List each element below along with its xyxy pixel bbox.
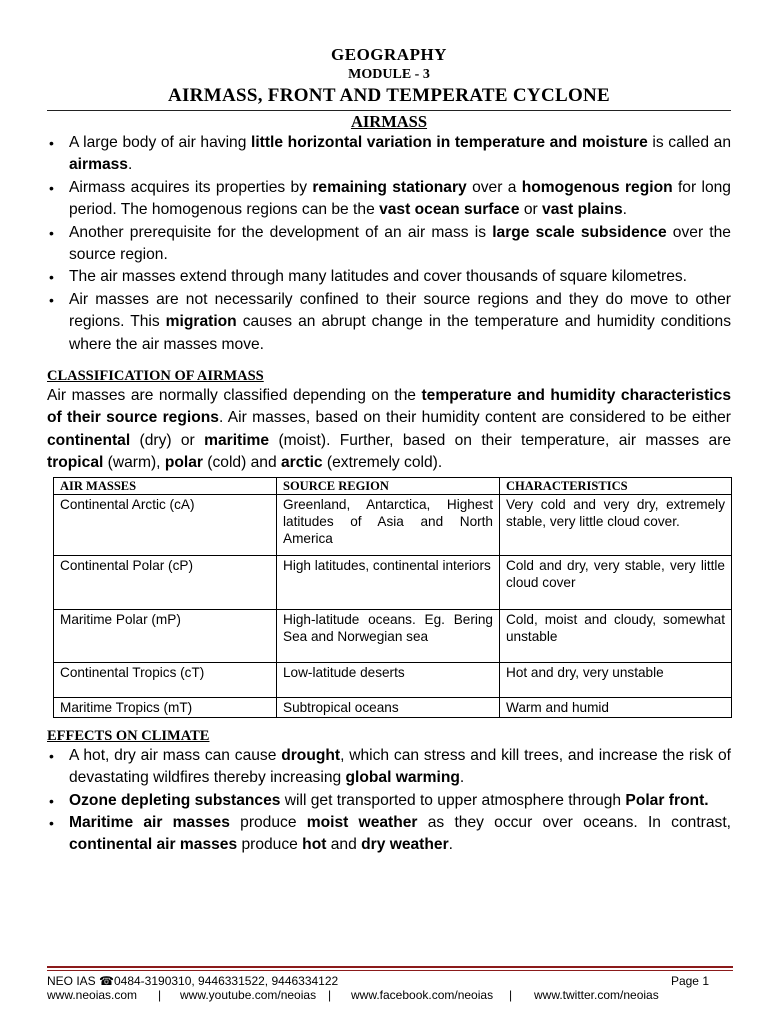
- document-page: [47, 44, 731, 857]
- table-cell: Subtropical oceans: [277, 697, 500, 717]
- table-row: [54, 494, 732, 555]
- text-run: The air masses extend through many latitudes and cover thousands of square kilometres.: [69, 268, 688, 286]
- bullet-item: [69, 812, 731, 857]
- text-run: .: [622, 201, 627, 219]
- bullet-item: [69, 745, 731, 790]
- bold-text: large scale subsidence: [492, 223, 667, 241]
- classification-paragraph: [47, 385, 731, 475]
- bold-text: continental air masses: [69, 836, 238, 854]
- text-run: produce: [229, 813, 307, 831]
- table-cell: High-latitude oceans. Eg. Bering Sea and Norwegian sea: [277, 609, 500, 662]
- page-number: Page 1: [670, 974, 709, 988]
- table-cell: Greenland, Antarctica, Highest latitudes of Asia and North America: [277, 494, 500, 555]
- bold-text: continental: [47, 431, 131, 449]
- effects-heading: EFFECTS ON CLIMATE: [47, 727, 210, 744]
- text-run: (extremely cold).: [322, 454, 443, 472]
- bold-text: Ozone depleting substances: [69, 791, 281, 809]
- text-run: Another prerequisite for the development of an air mass is: [69, 223, 493, 241]
- page-footer: [47, 966, 733, 1002]
- text-run: over a: [466, 178, 522, 196]
- text-run: .: [127, 156, 133, 174]
- footer-contact-row: [47, 974, 733, 988]
- bold-text: vast plains: [542, 201, 623, 219]
- table-header-cell: AIR MASSES: [54, 477, 277, 494]
- telephone-icon: ☎: [99, 974, 114, 988]
- bold-text: global warming: [345, 769, 460, 787]
- table-cell: Low-latitude deserts: [277, 662, 500, 697]
- bold-text: tropical: [47, 454, 104, 472]
- bullet-item: [69, 790, 731, 812]
- table-cell: Hot and dry, very unstable: [500, 662, 732, 697]
- table-cell: Very cold and very dry, extremely stable, very little cloud cover.: [500, 494, 732, 555]
- table-cell: High latitudes, continental interiors: [277, 555, 500, 609]
- bullet-item: [69, 177, 731, 222]
- footer-separator: |: [328, 988, 332, 1002]
- text-run: produce: [237, 836, 303, 854]
- bold-text: polar: [164, 454, 203, 472]
- table-cell: Maritime Polar (mP): [54, 609, 277, 662]
- table-cell: Continental Tropics (cT): [54, 662, 277, 697]
- subject-heading: GEOGRAPHY: [331, 45, 447, 64]
- bullet-item: [69, 132, 731, 177]
- table-cell: Continental Polar (cP): [54, 555, 277, 609]
- text-run: as they occur over oceans. In contrast,: [417, 813, 731, 831]
- table-cell: Cold, moist and cloudy, somewhat unstable: [500, 609, 732, 662]
- text-run: causes an abrupt change in the temperature and humidity conditions where the air masses move.: [69, 313, 731, 353]
- footer-rule-thin: [47, 970, 733, 971]
- footer-link-website[interactable]: www.neoias.com: [47, 988, 138, 1002]
- text-run: (cold) and: [202, 454, 281, 472]
- text-run: (dry) or: [130, 431, 205, 449]
- text-run: for long period. The homogenous regions can be the: [69, 178, 731, 219]
- table-cell: Cold and dry, very stable, very little cloud cover: [500, 555, 732, 609]
- text-run: and: [326, 836, 362, 854]
- effects-bullet-list: [47, 745, 731, 857]
- text-run: is called an: [647, 134, 731, 151]
- footer-links-row: [47, 988, 733, 1002]
- text-run: . Air masses, based on their humidity content are considered to be either: [218, 409, 731, 427]
- bold-text: airmass: [69, 156, 128, 174]
- table-row: [54, 609, 732, 662]
- table-row: [54, 662, 732, 697]
- footer-org: NEO IAS: [47, 974, 96, 988]
- bold-text: little horizontal variation in temperature and moisture: [251, 134, 648, 151]
- bold-text: moist weather: [306, 813, 418, 831]
- module-heading: MODULE - 3: [348, 67, 430, 82]
- table-cell: Warm and humid: [500, 697, 732, 717]
- bullet-item: [69, 222, 731, 267]
- text-run: A large body of air having: [69, 134, 251, 151]
- text-run: , which can stress and kill trees, and increase the risk of devastating wildfires thereby increasing: [69, 746, 731, 787]
- table-row: [54, 555, 732, 609]
- bold-text: arctic: [280, 454, 323, 472]
- bold-text: dry weather: [361, 836, 449, 854]
- airmass-heading: AIRMASS: [350, 112, 428, 131]
- bold-text: homogenous region: [521, 178, 673, 196]
- text-run: .: [448, 836, 453, 854]
- footer-link-twitter[interactable]: www.twitter.com/neoias: [534, 988, 659, 1002]
- footer-link-facebook[interactable]: www.facebook.com/neoias: [351, 988, 494, 1002]
- bold-text: Polar front.: [625, 791, 709, 809]
- bullet-item: [69, 289, 731, 356]
- footer-link-youtube[interactable]: www.youtube.com/neoias: [180, 988, 317, 1002]
- bold-text: vast ocean surface: [379, 201, 520, 219]
- footer-separator: |: [509, 988, 513, 1002]
- bold-text: drought: [281, 746, 341, 764]
- bold-text: maritime: [204, 431, 270, 449]
- bold-text: temperature and humidity characteristics of their source regions: [47, 387, 731, 427]
- table-header-cell: SOURCE REGION: [277, 477, 500, 494]
- text-run: will get transported to upper atmosphere through: [280, 791, 626, 809]
- table-row: [54, 697, 732, 717]
- bold-text: remaining stationary: [312, 178, 467, 196]
- text-run: (moist). Further, based on their temperature, air masses are: [269, 431, 731, 449]
- airmass-bullet-list: [47, 132, 731, 356]
- airmass-table: [53, 477, 732, 718]
- footer-rule-thick: [47, 966, 733, 968]
- text-run: Airmass acquires its properties by: [69, 178, 313, 196]
- classification-heading: CLASSIFICATION OF AIRMASS: [47, 368, 264, 385]
- text-run: Air masses are not necessarily confined to their source regions and they do move to other regions. This: [69, 290, 731, 331]
- text-run: .: [459, 769, 465, 787]
- bullet-item: [69, 266, 731, 288]
- table-cell: Maritime Tropics (mT): [54, 697, 277, 717]
- document-title: AIRMASS, FRONT AND TEMPERATE CYCLONE: [167, 85, 611, 106]
- table-cell: Continental Arctic (cA): [54, 494, 277, 555]
- bold-text: hot: [302, 836, 327, 854]
- text-run: or: [519, 201, 543, 219]
- text-run: A hot, dry air mass can cause: [69, 746, 282, 764]
- table-header-cell: CHARACTERISTICS: [500, 477, 732, 494]
- footer-phones: 0484-3190310, 9446331522, 9446334122: [113, 974, 339, 988]
- bold-text: Maritime air masses: [69, 813, 230, 831]
- text-run: over the source region.: [69, 223, 731, 264]
- footer-separator: |: [158, 988, 162, 1002]
- text-run: (warm),: [103, 454, 165, 472]
- table-header-row: [54, 477, 732, 494]
- bold-text: migration: [165, 313, 237, 331]
- text-run: Air masses are normally classified depending on the: [47, 387, 422, 405]
- title-rule: [47, 110, 731, 111]
